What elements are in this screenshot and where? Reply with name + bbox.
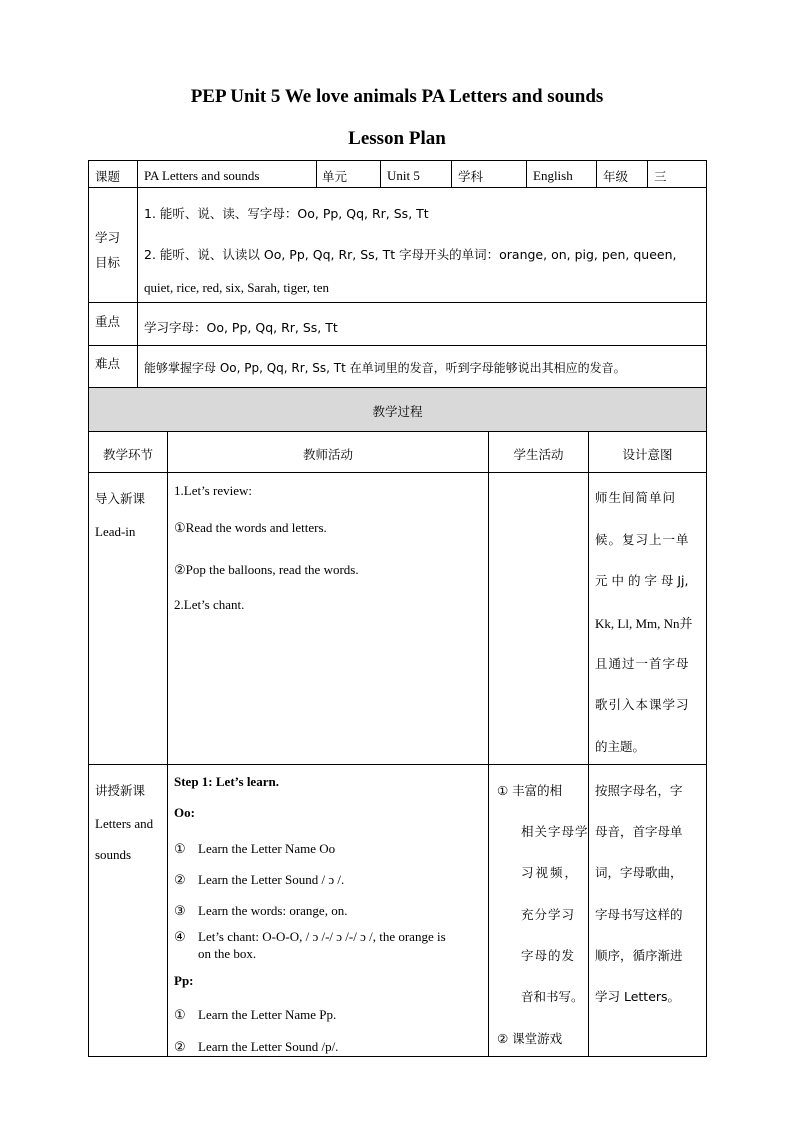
newlesson-intent-line-3: 词，字母歌曲， [595,865,683,880]
header-teacher-cell [167,431,489,473]
newlesson-student-line-2: 相关字母学 [521,824,589,839]
grade-label: 年级 [603,169,629,184]
difficulties-label: 难点 [95,356,121,371]
oo-item-1-text: Learn the Letter Name Oo [198,841,336,856]
newlesson-student-line-3: 习视频， [521,865,580,880]
leadin-teacher-line-1: 1.Let’s review: [174,483,252,498]
oo-item-3-num: ③ [174,903,186,918]
topic-value-cell [137,160,317,188]
subject-value-cell [526,160,597,188]
leadin-intent-line-5: 且通过一首字母 [595,656,690,671]
pp-item-1-num: ① [174,1007,186,1022]
leadin-stage-cn: 导入新课 [95,491,146,506]
leadin-stage-cell [88,472,168,765]
difficulties-content-cell [137,345,707,388]
newlesson-student-line-4: 充分学习 [521,907,576,922]
header-stage-cell [88,431,168,473]
keypoints-content-cell [137,302,707,346]
newlesson-stage-cn: 讲授新课 [95,783,146,798]
process-title-cell [88,387,707,432]
oo-item-4-text: Let’s chant: O-O-O, / ɔ /-/ ɔ /-/ ɔ /, the orange is [198,929,446,944]
newlesson-student-line-6: 音和书写。 [521,989,584,1004]
pp-title: Pp: [174,973,194,988]
newlesson-intent-line-1: 按照字母名，字 [595,783,683,798]
difficulties-label-cell [88,345,138,388]
oo-item-4-num: ④ [174,929,186,944]
newlesson-teacher-cell [167,764,489,1057]
newlesson-stage-en-2: sounds [95,847,132,862]
leadin-teacher-line-4: 2.Let’s chant. [174,597,245,612]
leadin-intent-line-3: 元 中 的 字 母 Jj, [595,573,689,588]
header-intent-cell [588,431,707,473]
topic-label-cell [88,160,138,188]
leadin-intent-line-6: 歌引入本课学习 [595,697,690,712]
subject-label: 学科 [458,169,484,184]
objectives-content-cell [137,187,707,303]
newlesson-stage-en-1: Letters and [95,816,154,831]
leadin-intent-line-2: 候。复习上一单 [595,532,690,547]
newlesson-intent-line-2: 母音，首字母单 [595,824,683,839]
page-title: PEP Unit 5 We love animals PA Letters and sounds [190,86,604,107]
unit-value-cell [380,160,452,188]
keypoints-text: 学习字母：Oo, Pp, Qq, Rr, Ss, Tt [144,320,338,335]
leadin-teacher-cell [167,472,489,765]
pp-item-1-text: Learn the Letter Name Pp. [198,1007,337,1022]
newlesson-intent-cell [588,764,707,1057]
difficulties-text: 能够掌握字母 Oo, Pp, Qq, Rr, Ss, Tt 在单词里的发音，听到字母能够说出其相应的发音。 [144,361,626,375]
header-student: 学生活动 [513,447,564,462]
unit-label-cell [316,160,381,188]
topic-label: 课题 [95,169,121,184]
leadin-intent-line-4: Kk, Ll, Mm, Nn并 [595,616,693,631]
header-intent: 设计意图 [622,447,673,462]
process-title: 教学过程 [372,404,423,419]
oo-title: Oo: [174,805,195,820]
objective-item-2-cont: quiet, rice, red, six, Sarah, tiger, ten [144,280,330,295]
pp-item-2-num: ② [174,1039,186,1054]
objectives-label-1: 学习 [95,230,121,245]
subject-label-cell [451,160,527,188]
leadin-student-cell [488,472,589,765]
subject-value: English [533,168,573,183]
page-subtitle: Lesson Plan [348,128,446,149]
header-stage: 教学环节 [102,447,153,462]
header-student-cell [488,431,589,473]
grade-value-cell [647,160,707,188]
newlesson-intent-line-5: 顺序，循序渐进 [595,948,683,963]
newlesson-intent-line-4: 字母书写这样的 [595,907,683,922]
newlesson-student-cell [488,764,589,1057]
newlesson-student-line-5: 字母的发 [521,948,576,963]
objectives-label-cell [88,187,138,303]
unit-label: 单元 [322,169,348,184]
oo-item-1-num: ① [174,841,186,856]
grade-label-cell [596,160,648,188]
keypoints-label: 重点 [95,314,121,329]
newlesson-student-line-1: ① 丰富的相 [497,783,563,798]
unit-value: Unit 5 [387,168,420,183]
newlesson-intent-line-6: 学习 Letters。 [595,989,681,1004]
grade-value: 三 [654,169,667,184]
oo-item-2-num: ② [174,872,186,887]
oo-item-3-text: Learn the words: orange, on. [198,903,348,918]
leadin-teacher-line-3: ②Pop the balloons, read the words. [174,562,359,577]
oo-item-2-text: Learn the Letter Sound / ɔ /. [198,872,345,887]
newlesson-student-line-7: ② 课堂游戏 [497,1031,563,1046]
newlesson-stage-cell [88,764,168,1057]
leadin-stage-en: Lead-in [95,524,136,539]
leadin-intent-cell [588,472,707,765]
pp-item-2-text: Learn the Letter Sound /p/. [198,1039,339,1054]
header-teacher: 教师活动 [302,447,353,462]
keypoints-label-cell [88,302,138,346]
step-title: Step 1: Let’s learn. [174,774,279,789]
leadin-intent-line-1: 师生间简单问 [595,490,677,505]
objective-item-2: 2. 能听、说、认读以 Oo, Pp, Qq, Rr, Ss, Tt 字母开头的单词：orange, on, pig, pen, queen, [144,247,677,262]
objective-item-1: 1. 能听、说、读、写字母：Oo, Pp, Qq, Rr, Ss, Tt [144,206,429,221]
leadin-intent-line-7: 的主题。 [595,739,646,754]
oo-item-4-cont: on the box. [198,946,257,961]
objectives-label-2: 目标 [95,255,121,270]
leadin-teacher-line-2: ①Read the words and letters. [174,520,327,535]
topic-value: PA Letters and sounds [144,168,260,183]
